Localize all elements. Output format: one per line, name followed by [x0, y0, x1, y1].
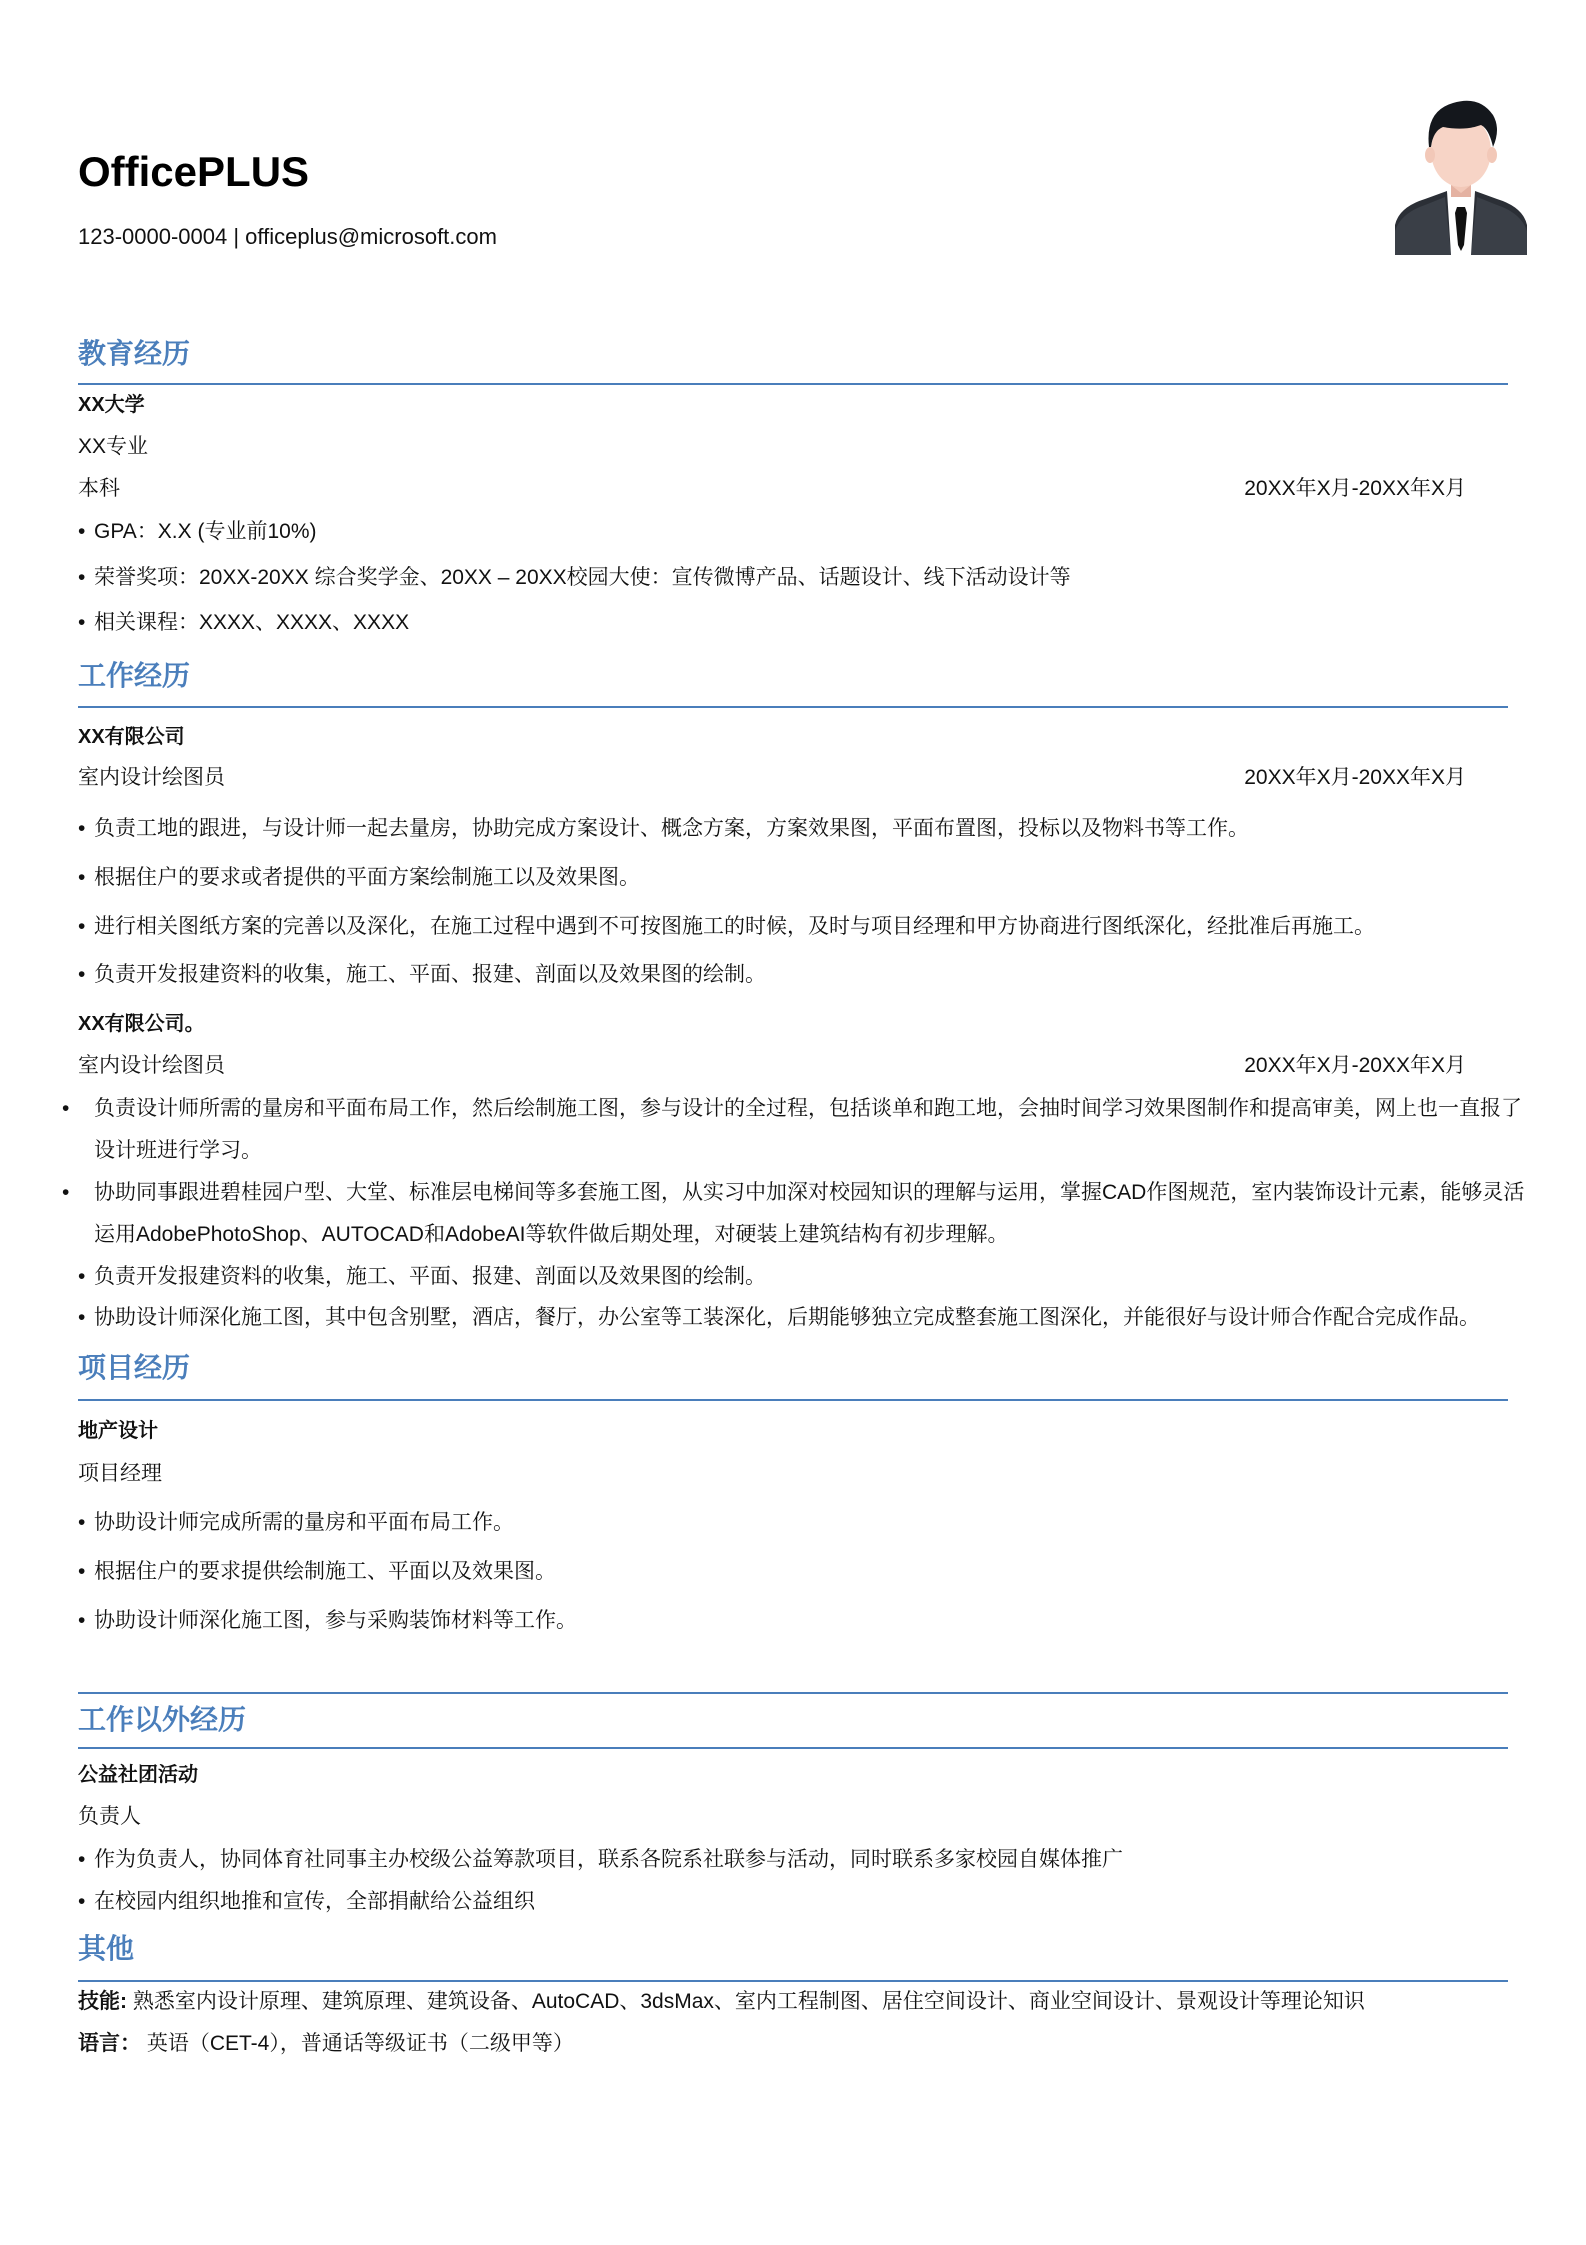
- company-name: XX有限公司。: [78, 1013, 205, 1035]
- list-item: • 负责开发报建资料的收集，施工、平面、报建、剖面以及效果图的绘制。: [78, 963, 766, 986]
- projects-heading: 项目经历: [78, 1352, 191, 1383]
- company-name: XX有限公司: [78, 726, 185, 748]
- list-item: • 负责设计师所需的量房和平面布局工作，然后绘制施工图，参与设计的全过程，包括谈单和跑工地，会抽时间学习效果图制作和提高审美，网上也一直报了设计班进行学习。: [62, 1097, 1522, 1162]
- job-date: 20XX年X月-20XX年X月: [1244, 1054, 1466, 1077]
- candidate-name: OfficePLUS: [78, 148, 310, 195]
- extra-section: [78, 1700, 1508, 1740]
- extra-top-divider: [78, 1692, 1508, 1694]
- person-avatar-icon: [1395, 85, 1527, 255]
- list-item: • 作为负责人，协同体育社同事主办校级公益筹款项目，联系各院系社联参与活动，同时联系多家校园自媒体推广: [78, 1848, 1123, 1871]
- list-item: • 在校园内组织地推和宣传，全部捐献给公益组织: [78, 1890, 535, 1913]
- extra-divider: [78, 1747, 1508, 1749]
- list-item: • 负责工地的跟进，与设计师一起去量房，协助完成方案设计、概念方案，方案效果图，平面布置图，投标以及物料书等工作。: [78, 817, 1249, 840]
- contact-info: 123-0000-0004 | officeplus@microsoft.com: [78, 224, 497, 249]
- list-item: • 协助同事跟进碧桂园户型、大堂、标准层电梯间等多套施工图，从实习中加深对校园知识的理解与运用，掌握CAD作图规范，室内装饰设计元素，能够灵活运用AdobePhotoShop、AUTOCAD和AdobeAI等软件做后期处理，对硬装上建筑结构有初步理解。: [62, 1181, 1525, 1246]
- project-role: 项目经理: [78, 1462, 162, 1485]
- job-role: 室内设计绘图员: [78, 766, 225, 789]
- degree: 本科: [78, 477, 120, 500]
- list-item: • 进行相关图纸方案的完善以及深化，在施工过程中遇到不可按图施工的时候，及时与项目经理和甲方协商进行图纸深化，经批准后再施工。: [78, 915, 1375, 938]
- education-date: 20XX年X月-20XX年X月: [1244, 477, 1466, 500]
- skills-line: 技能: 熟悉室内设计原理、建筑原理、建筑设备、AutoCAD、3dsMax、室内工程制图、居住空间设计、商业空间设计、景观设计等理论知识: [78, 1990, 1365, 2013]
- school-name: XX大学: [78, 394, 145, 416]
- list-item: • 相关课程：XXXX、XXXX、XXXX: [78, 611, 410, 634]
- projects-divider: [78, 1399, 1508, 1401]
- work-divider: [78, 706, 1508, 708]
- other-section: [78, 1929, 1508, 1969]
- list-item: • 根据住户的要求提供绘制施工、平面以及效果图。: [78, 1560, 556, 1583]
- work-section: [78, 656, 1508, 696]
- other-heading: 其他: [78, 1933, 135, 1964]
- language-line: 语言： 英语（CET-4），普通话等级证书（二级甲等）: [78, 2032, 574, 2055]
- other-divider: [78, 1980, 1508, 1982]
- work-heading: 工作经历: [78, 660, 191, 691]
- job-date: 20XX年X月-20XX年X月: [1244, 766, 1466, 789]
- list-item: • GPA：X.X (专业前10%): [78, 520, 317, 543]
- list-item: • 协助设计师完成所需的量房和平面布局工作。: [78, 1511, 514, 1534]
- list-item: • 荣誉奖项：20XX-20XX 综合奖学金、20XX – 20XX校园大使：宣传微博产品、话题设计、线下活动设计等: [78, 566, 1071, 589]
- education-heading: 教育经历: [78, 338, 191, 369]
- major: XX专业: [78, 435, 149, 458]
- activity-name: 公益社团活动: [78, 1764, 198, 1786]
- education-divider: [78, 383, 1508, 385]
- extra-heading: 工作以外经历: [78, 1704, 247, 1735]
- list-item: • 根据住户的要求或者提供的平面方案绘制施工以及效果图。: [78, 866, 640, 889]
- project-name: 地产设计: [78, 1420, 158, 1442]
- list-item: • 协助设计师深化施工图，参与采购装饰材料等工作。: [78, 1609, 577, 1632]
- activity-role: 负责人: [78, 1805, 141, 1828]
- education-section: [78, 334, 1508, 374]
- list-item: • 协助设计师深化施工图，其中包含别墅，酒店，餐厅，办公室等工装深化，后期能够独立完成整套施工图深化，并能很好与设计师合作配合完成作品。: [78, 1306, 1480, 1329]
- projects-section: [78, 1348, 1508, 1388]
- job-role: 室内设计绘图员: [78, 1054, 225, 1077]
- list-item: • 负责开发报建资料的收集，施工、平面、报建、剖面以及效果图的绘制。: [78, 1265, 766, 1288]
